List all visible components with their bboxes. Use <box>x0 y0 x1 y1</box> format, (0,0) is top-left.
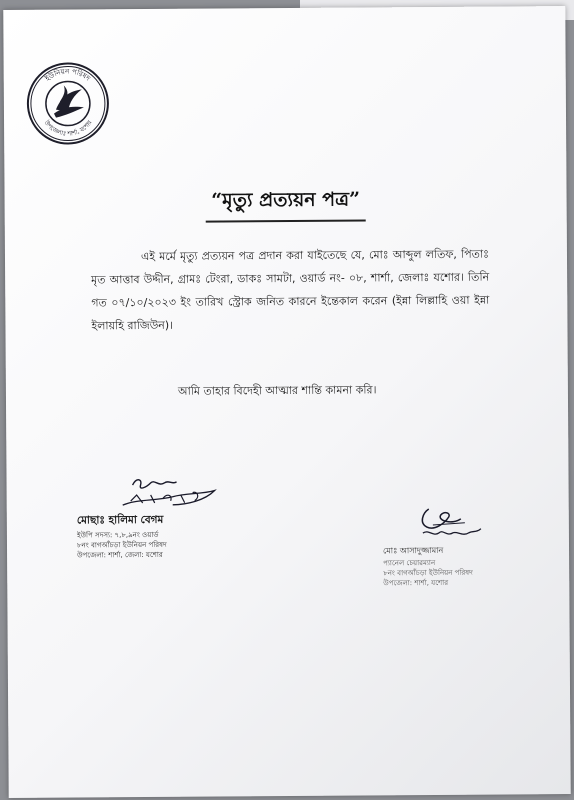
page-title: “মৃত্যু প্রত্যয়ন পত্র” <box>205 185 366 222</box>
right-signatory-name: মোঃ আসাদুজ্জামান <box>383 545 444 556</box>
right-signatory-block <box>383 502 554 588</box>
union-parishad-seal-icon <box>26 61 111 146</box>
right-signatory-line1: প্যানেল চেয়ারম্যান <box>383 558 436 568</box>
certificate-body <box>91 243 490 338</box>
closing-statement: আমি তাহার বিদেহী আত্মার শান্তি কামনা করি। <box>177 383 377 398</box>
left-signature-icon <box>76 470 226 517</box>
certificate-paper <box>3 6 570 798</box>
seal-top-text: ইউনিয়ন পরিষদ <box>43 67 92 83</box>
left-signatory-name: মোছাঃ হালিমা বেগম <box>76 513 164 527</box>
left-signatory-line2: ৮নং বাগআঁচড়া ইউনিয়ন পরিষদ <box>76 540 167 550</box>
left-signatory-line3: উপজেলা: শার্শা, জেলা: যশোর <box>77 550 163 560</box>
svg-text:উপজেলাঃ শার্শা, যশোর <box>42 118 94 138</box>
right-signatory-line3: উপজেলা: শার্শা, যশোর <box>383 578 449 588</box>
left-signatory-block <box>76 470 297 561</box>
right-signatory-line2: ৮নং বাগআঁচড়া ইউনিয়ন পরিষদ <box>383 568 473 578</box>
left-signatory-line1: ইউপি সদস্য: ৭,৮,৯নং ওয়ার্ড <box>76 530 159 540</box>
right-signature-icon <box>383 503 493 550</box>
seal-bottom-text: উপজেলাঃ শার্শা, যশোর <box>42 119 94 138</box>
certificate-body-text: এই মর্মে মৃত্যু প্রত্যয়ন পত্র প্রদান করা যাইতেছে যে, মোঃ আব্দুল লতিফ, পিতাঃ মৃত আত্তাব উদ্দীন, গ্রামঃ টেংরা, ডাকঃ সামটা, ওয়ার্ড নং- ০৮, শার্শা, জেলাঃ যশোর। তিনি গত ০৭/১০/২০২৩ ইং তারিখ স্ট্রোক জনিত কারনে ইন্তেকাল করেন (ইন্না লিল্লাহি ওয়া ইন্না ইলায়হি রাজিউন)। <box>91 247 490 333</box>
